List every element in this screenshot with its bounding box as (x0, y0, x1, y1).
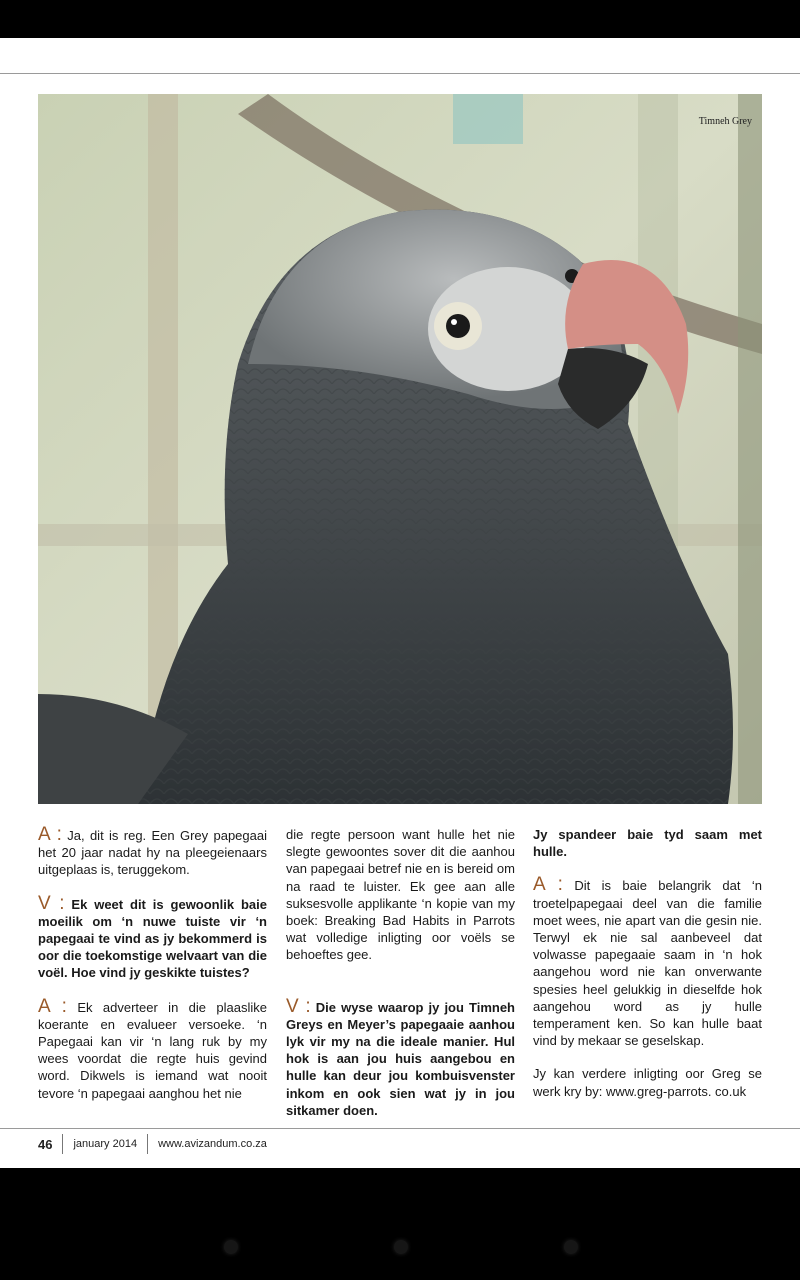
question-marker: V : (286, 995, 311, 1017)
answer-text: Ja, dit is reg. Een Grey papegaai het 20 jaar nadat hy na pleegeienaars uitgeplaas is, teruggekom. (38, 828, 267, 878)
nav-back-icon[interactable] (224, 1240, 238, 1254)
photo-caption: Timneh Grey (698, 116, 752, 127)
question-paragraph-2 (286, 995, 516, 1119)
answer-marker: A : (38, 824, 62, 845)
page-footer (38, 1133, 267, 1155)
header-rule (0, 73, 800, 74)
nav-home-icon[interactable] (394, 1240, 408, 1254)
closing-paragraph: Jy kan verdere inligting oor Greg se werk kry by: www.greg-parrots. co.uk (533, 1066, 762, 1099)
footer-rule (0, 1128, 800, 1129)
question-paragraph-1 (38, 892, 267, 982)
footer-divider (62, 1134, 63, 1154)
answer-paragraph-1 (38, 826, 267, 879)
question-text: Die wyse waarop jy jou Timneh Greys en Meyer’s papegaaie aanhou lyk vir my na die ideale manier. Hul hok is aan jou huis aangebou en hulle kan deur jou kombuisvenster inkom en ook sien wat jy in jou sitkamer doen. (286, 999, 516, 1118)
parrot-photo (38, 94, 762, 804)
answer-text: Ek adverteer in die plaaslike koerante en evalueer versoeke. ‘n Papegaai kan vir ‘n lang ruk by my wees voordat die regte huis gevind word. Dikwels is iemand wat nooit tevore ‘n papegaai aanghou het nie (38, 999, 267, 1101)
text-column-2 (286, 826, 515, 1135)
navigation-bar (0, 1168, 800, 1280)
answer-paragraph-3 (533, 876, 762, 1049)
text-column-1 (38, 826, 267, 1118)
question-continuation: Jy spandeer baie tyd saam met hulle. (533, 827, 762, 860)
website-link[interactable]: www.avizandum.co.za (158, 1138, 267, 1150)
status-bar (0, 0, 800, 38)
nav-recent-icon[interactable] (564, 1240, 578, 1254)
answer-marker: A : (533, 874, 563, 896)
footer-divider (147, 1134, 148, 1154)
answer-paragraph-2 (38, 995, 267, 1102)
question-marker: V : (38, 892, 65, 914)
page-number: 46 (38, 1136, 53, 1152)
answer-continuation: die regte persoon want hulle het nie slegte gewoontes sover dit die aanhou van papegaai betref nie en is bereid om na raad te luister. Ek gee aan alle suksesvolle applikante ‘n kopie van my boek: Breaking Bad Habits in Parrots wat volledige inligting oor voëls se behoeftes gee. (286, 827, 515, 963)
question-text: Ek weet dit is gewoonlik baie moeilik om ‘n nuwe tuiste vir ‘n papegaai te vind as jy bekommerd is oor die toekomstige welvaart van die voël. Hoe vind jy geskikte tuistes? (38, 896, 267, 981)
issue-date: january 2014 (73, 1138, 138, 1150)
answer-marker: A : (38, 995, 67, 1017)
text-column-3 (533, 826, 762, 1116)
answer-text: Dit is baie belangrik dat ‘n troetelpapegaai deel van die familie moet wees, nie apart van die gesin nie. Terwyl ek nie sal aanbeveel dat volwasse papegaaie saam in ‘n hok aangehou word nie kan onverwante spesies heel gelukkig in dieselfde hok aangehou word as jy hulle temperament ken. So kan hulle baat vind by mekaar se geselskap. (533, 878, 762, 1049)
